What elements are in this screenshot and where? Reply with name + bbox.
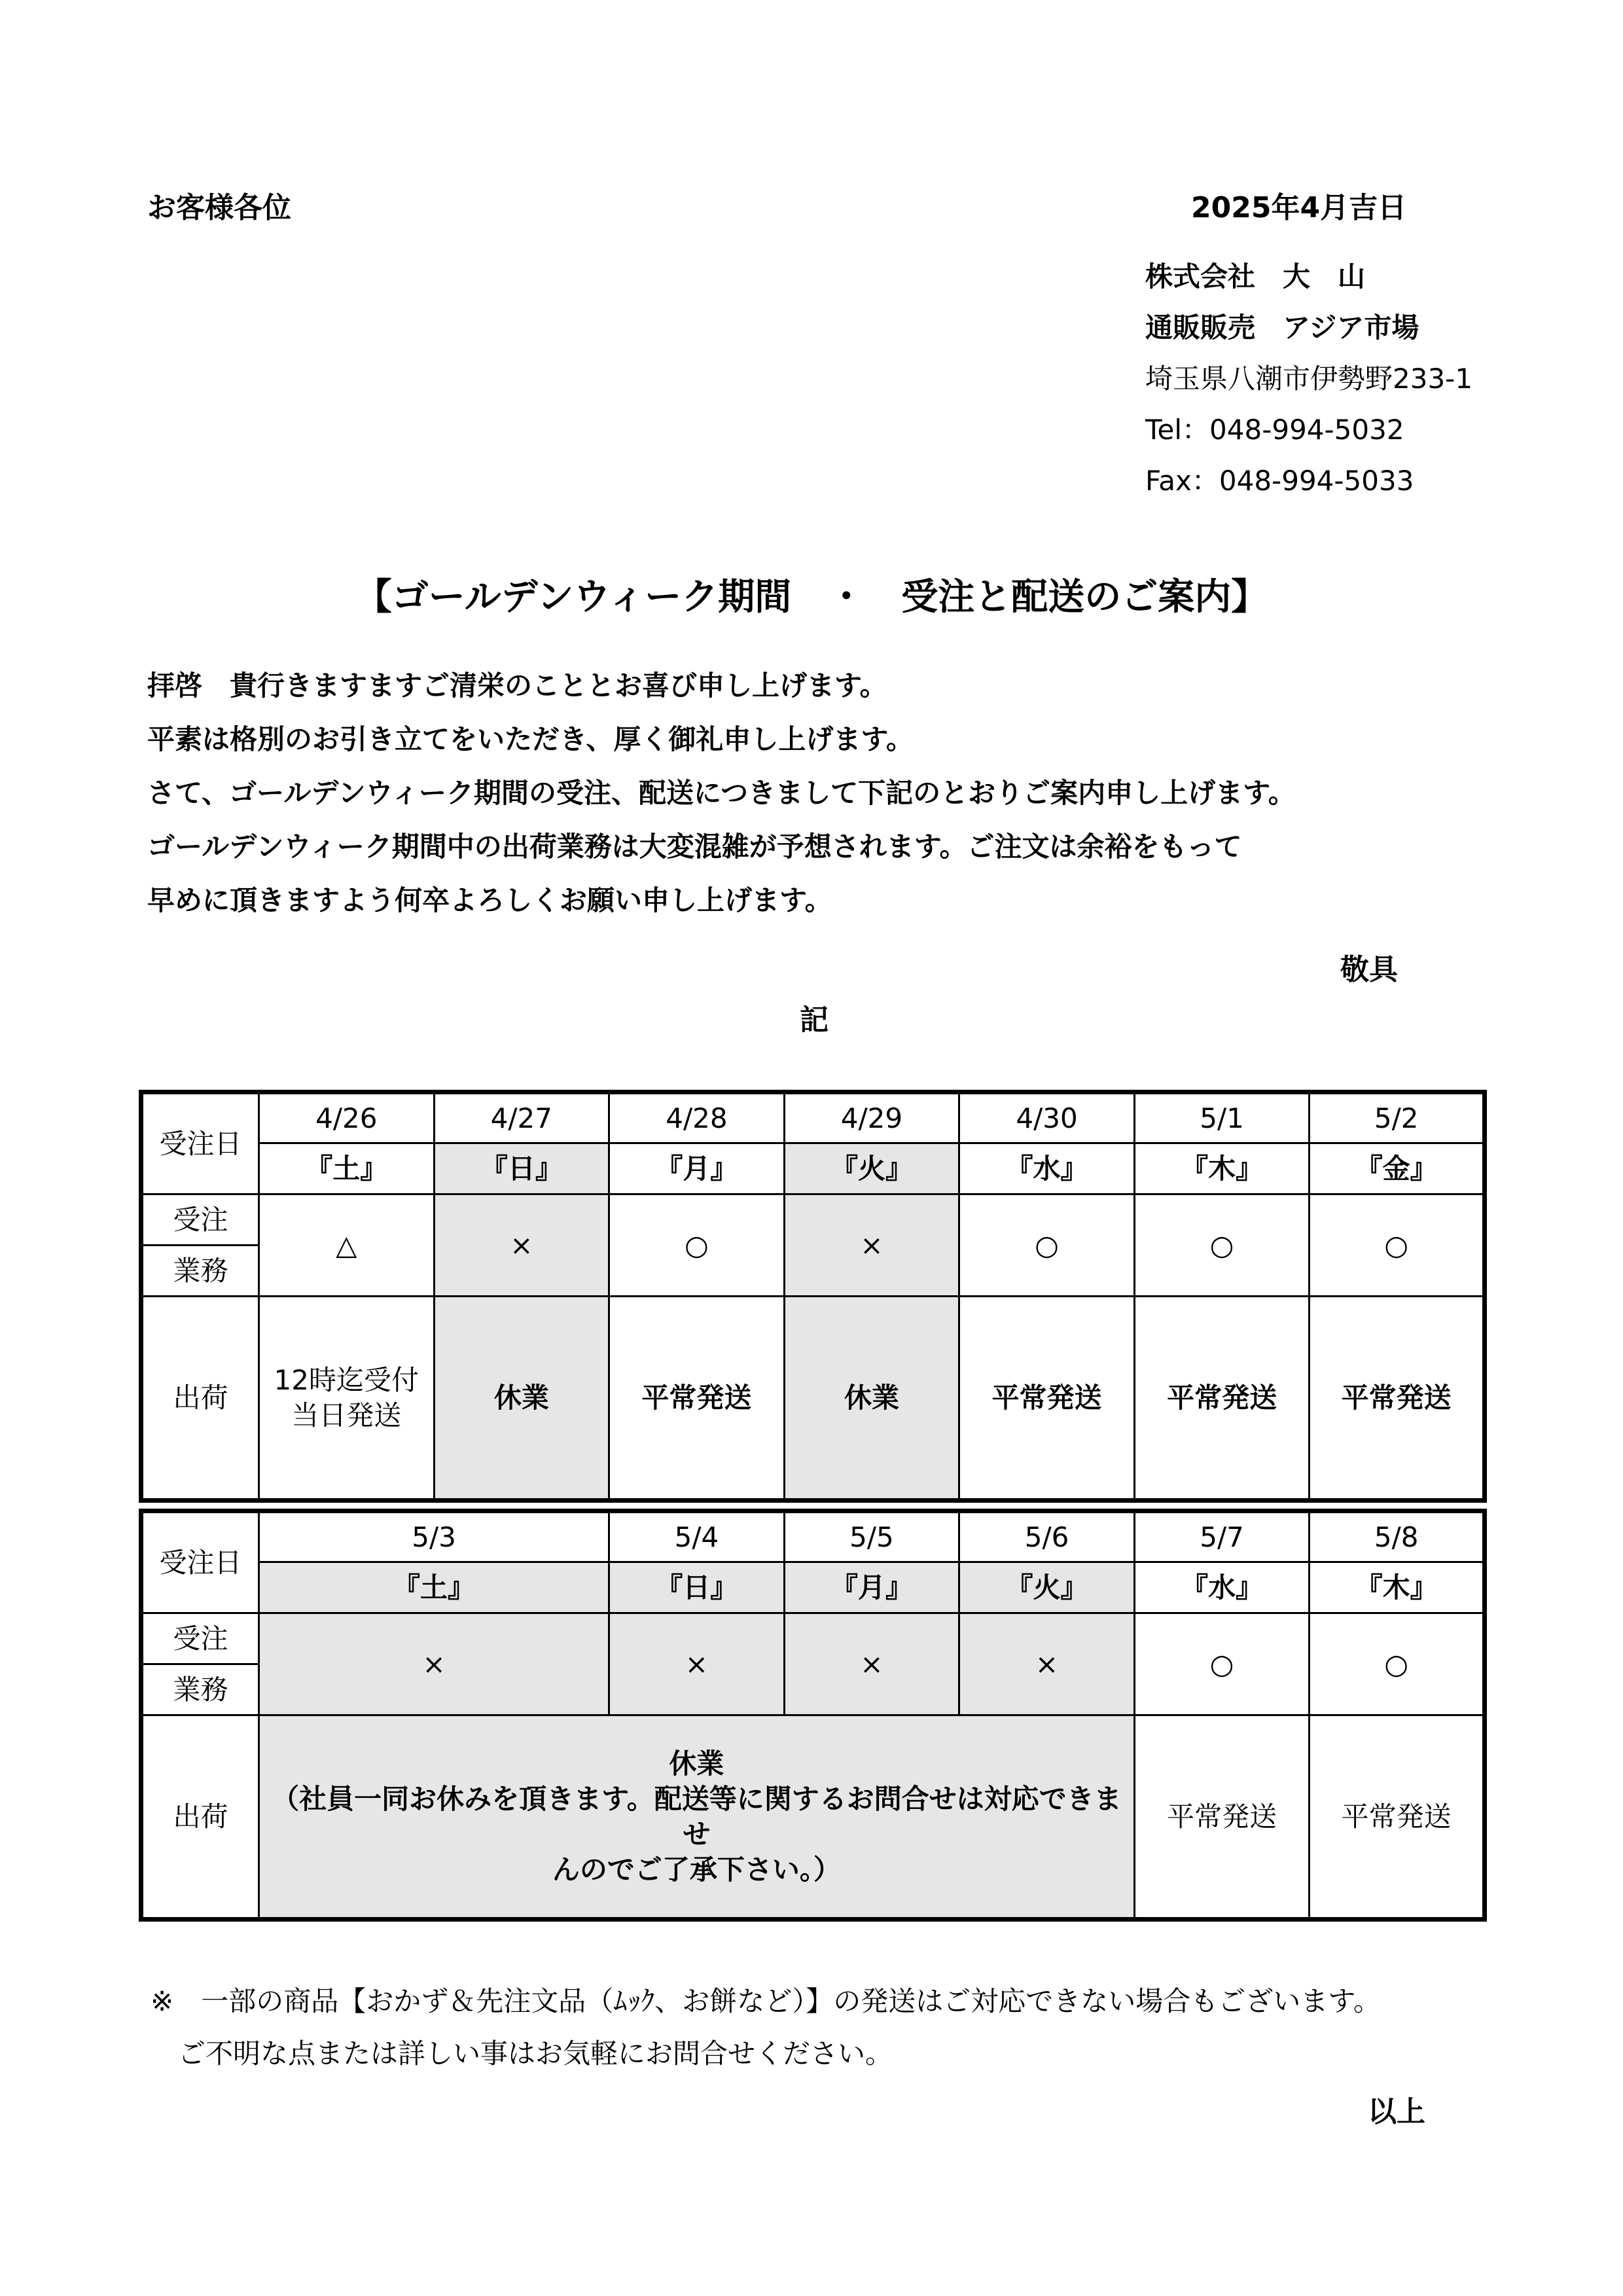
body-line: さて、ゴールデンウィーク期間の受注、配送につきまして下記のとおりご案内申し上げます。 — [147, 777, 1296, 809]
order-status: ○ — [1310, 1613, 1485, 1715]
weekday-cell: 『水』 — [1134, 1562, 1310, 1613]
order-status: ○ — [1134, 1194, 1310, 1297]
body-line: 早めに頂きますよう何卒よろしくお願い申し上げます。 — [147, 884, 832, 916]
date-cell: 5/7 — [1134, 1511, 1310, 1562]
footnote-line: ご不明な点または詳しい事はお気軽にお問合せください。 — [151, 2037, 893, 2070]
holiday-title: 休業 — [669, 1747, 724, 1780]
order-status: × — [784, 1194, 959, 1297]
date-cell: 4/27 — [434, 1092, 609, 1143]
shipping-status: 休業 — [434, 1297, 609, 1501]
ki-heading: 記 — [800, 1003, 829, 1037]
order-status: × — [434, 1194, 609, 1297]
date-cell: 4/26 — [259, 1092, 435, 1143]
closing-word: 敬具 — [1340, 953, 1398, 986]
sender-shop: 通販販売 アジア市場 — [1145, 312, 1419, 344]
shipping-status: 平常発送 — [959, 1297, 1135, 1501]
holiday-notice — [259, 1715, 1135, 1920]
shipping-status: 平常発送 — [1134, 1715, 1310, 1920]
weekday-cell: 『木』 — [1310, 1562, 1485, 1613]
date-cell: 5/1 — [1134, 1092, 1310, 1143]
footnote-line: ※ 一部の商品【おかず＆先注文品（ﾑｯｸ、お餅など）】の発送はご対応できない場合もございます。 — [151, 1985, 1381, 2017]
sender-tel: Tel：048-994-5032 — [1145, 414, 1404, 446]
date-cell: 5/5 — [784, 1511, 959, 1562]
end-mark: 以上 — [1368, 2095, 1425, 2128]
shipping-status: 平常発送 — [1310, 1715, 1485, 1920]
document-title: 【ゴールデンウィーク期間 ・ 受注と配送のご案内】 — [355, 576, 1268, 619]
shipping-status: 休業 — [784, 1297, 959, 1501]
body-line: 平素は格別のお引き立てをいただき、厚く御礼申し上げます。 — [147, 723, 914, 755]
row-label-business: 業務 — [141, 1246, 259, 1297]
shipping-status: 平常発送 — [609, 1297, 785, 1501]
order-status: ○ — [1310, 1194, 1485, 1297]
sender-block — [1145, 259, 1472, 514]
body-text — [147, 668, 1296, 936]
body-line: ゴールデンウィーク期間中の出荷業務は大変混雑が予想されます。ご注文は余裕をもって — [147, 831, 1242, 863]
row-label-shipping: 出荷 — [141, 1715, 259, 1920]
shipping-status: 平常発送 — [1134, 1297, 1310, 1501]
date-cell: 5/8 — [1310, 1511, 1485, 1562]
date-cell: 4/29 — [784, 1092, 959, 1143]
footnote — [151, 1983, 1381, 2088]
recipient: お客様各位 — [147, 191, 291, 224]
schedule-table-1 — [139, 1090, 1487, 1503]
date-cell: 5/6 — [959, 1511, 1135, 1562]
weekday-cell: 『土』 — [259, 1562, 609, 1613]
row-label-order-date: 受注日 — [141, 1511, 259, 1613]
weekday-cell: 『火』 — [959, 1562, 1135, 1613]
row-label-order: 受注 — [141, 1613, 259, 1664]
shipping-status: 12時迄受付 当日発送 — [259, 1297, 435, 1501]
order-status: ○ — [959, 1194, 1135, 1297]
weekday-cell: 『日』 — [434, 1143, 609, 1194]
date-cell: 4/30 — [959, 1092, 1135, 1143]
weekday-cell: 『火』 — [784, 1143, 959, 1194]
weekday-cell: 『月』 — [784, 1562, 959, 1613]
sender-address: 埼玉県八潮市伊勢野233-1 — [1145, 363, 1473, 395]
holiday-note: （社員一同お休みを頂きます。配送等に関するお問合せは対応できませ — [272, 1782, 1122, 1850]
order-status: × — [259, 1613, 609, 1715]
date-cell: 5/2 — [1310, 1092, 1485, 1143]
weekday-cell: 『土』 — [259, 1143, 435, 1194]
row-label-business: 業務 — [141, 1664, 259, 1715]
row-label-order: 受注 — [141, 1194, 259, 1246]
sender-fax: Fax：048-994-5033 — [1145, 465, 1414, 497]
body-line: 拝啓 貴行きますますご清栄のこととお喜び申し上げます。 — [147, 670, 887, 702]
holiday-note: んのでご了承下さい。） — [552, 1853, 841, 1886]
weekday-cell: 『木』 — [1134, 1143, 1310, 1194]
sender-company: 株式会社 大 山 — [1145, 260, 1366, 293]
order-status: ○ — [1134, 1613, 1310, 1715]
schedule-table-2 — [139, 1509, 1487, 1922]
issue-date: 2025年4月吉日 — [1191, 191, 1407, 224]
order-status: × — [784, 1613, 959, 1715]
weekday-cell: 『日』 — [609, 1562, 785, 1613]
row-label-shipping: 出荷 — [141, 1297, 259, 1501]
weekday-cell: 『月』 — [609, 1143, 785, 1194]
order-status: △ — [259, 1194, 435, 1297]
weekday-cell: 『金』 — [1310, 1143, 1485, 1194]
date-cell: 4/28 — [609, 1092, 785, 1143]
order-status: × — [959, 1613, 1135, 1715]
date-cell: 5/4 — [609, 1511, 785, 1562]
row-label-order-date: 受注日 — [141, 1092, 259, 1194]
weekday-cell: 『水』 — [959, 1143, 1135, 1194]
order-status: × — [609, 1613, 785, 1715]
order-status: ○ — [609, 1194, 785, 1297]
shipping-status: 平常発送 — [1310, 1297, 1485, 1501]
date-cell: 5/3 — [259, 1511, 609, 1562]
